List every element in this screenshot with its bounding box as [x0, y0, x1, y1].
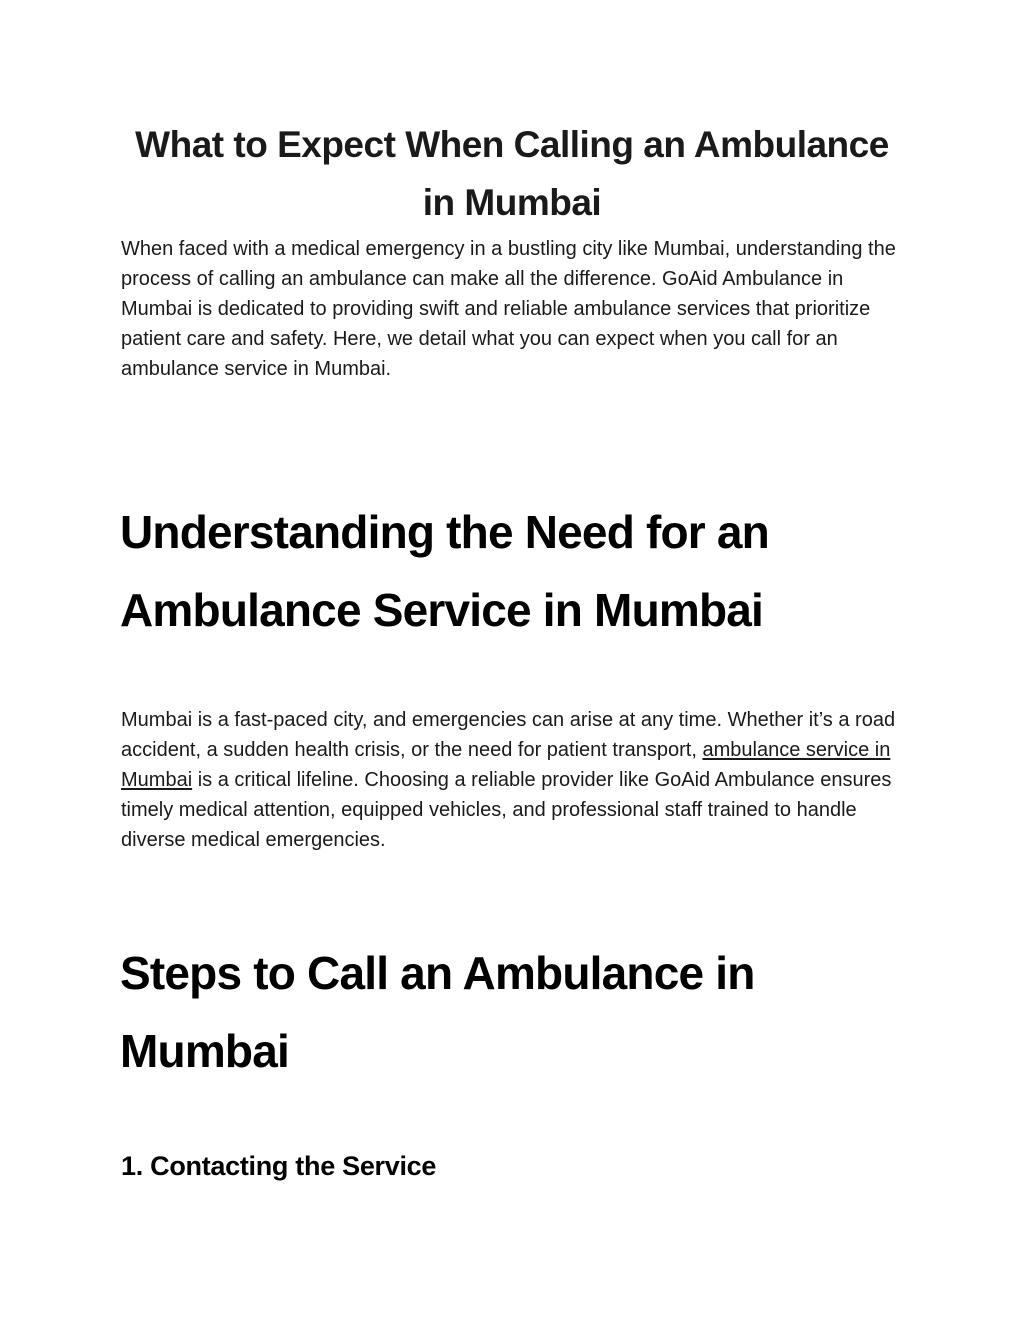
section-heading-steps: Steps to Call an Ambulance in Mumbai — [120, 947, 755, 1077]
intro-paragraph: When faced with a medical emergency in a bustling city like Mumbai, understanding the process of calling an ambulance can make all the difference. GoAid Ambulance in Mumbai is dedicated to providing swift and reliable ambulance services that prioritize patient care and safety. Here, we detail what you can expect when you call for an ambulance service in Mumbai. — [121, 238, 896, 380]
need-paragraph — [121, 705, 911, 855]
section-heading-need: Understanding the Need for an Ambulance Service in Mumbai — [120, 506, 769, 636]
need-paragraph-text-end: is a critical lifeline. Choosing a reliable provider like GoAid Ambulance ensures timely medical attention, equipped vehicles, and professional staff trained to handle diverse medical emergencies. — [121, 769, 892, 851]
page-title: What to Expect When Calling an Ambulance in Mumbai — [135, 124, 889, 223]
ambulance-service-link[interactable]: ambulance service in Mumbai — [121, 739, 891, 791]
need-paragraph-text-start: Mumbai is a fast-paced city, and emergencies can arise at any time. Whether it’s a road accident, a sudden health crisis, or the need for patient transport, — [121, 709, 896, 761]
subheading-contacting-service: 1. Contacting the Service — [121, 1151, 437, 1181]
